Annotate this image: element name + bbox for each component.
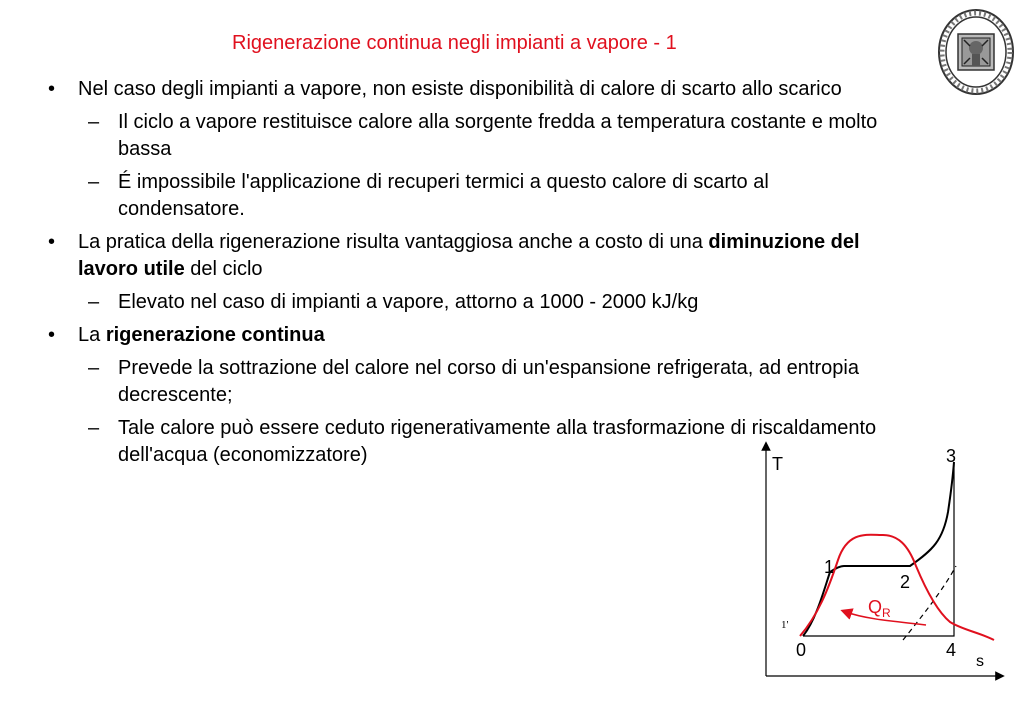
bullet-dot: • bbox=[48, 324, 56, 346]
red-dome-curve bbox=[800, 535, 994, 640]
sub-bullet-dash: – bbox=[88, 417, 100, 439]
sub-bullet-dash: – bbox=[88, 291, 100, 313]
bullet-text: Nel caso degli impianti a vapore, non esiste disponibilità di calore di scarto allo scarico bbox=[78, 78, 842, 100]
s-axis-label: s bbox=[976, 653, 984, 670]
bullet-text: La bbox=[78, 324, 101, 346]
sub-bullet-text: Tale calore può essere ceduto rigenerativamente alla trasformazione di riscaldamento dell'acqua (economizzatore) bbox=[118, 417, 877, 466]
slide-body bbox=[48, 76, 888, 475]
bullet-item bbox=[48, 76, 888, 103]
sub-bullet-text: É impossibile l'applicazione di recuperi termici a questo calore di scarto al condensatore. bbox=[118, 171, 769, 220]
sub-bullet-text: Elevato nel caso di impianti a vapore, attorno a 1000 - 2000 kJ/kg bbox=[118, 291, 699, 313]
bullet-bold-text: rigenerazione continua bbox=[105, 324, 325, 346]
point-label-4: 4 bbox=[946, 640, 957, 660]
dashed-expansion-line bbox=[903, 566, 956, 640]
sub-bullet-item bbox=[48, 289, 888, 316]
point-label-3: 3 bbox=[946, 446, 957, 466]
university-seal-logo bbox=[936, 6, 1016, 98]
sub-bullet-dash: – bbox=[88, 357, 100, 379]
t-axis-label: T bbox=[772, 454, 783, 474]
bullet-dot: • bbox=[48, 231, 56, 253]
bullet-text-after: del ciclo bbox=[190, 258, 263, 280]
sub-bullet-text: Prevede la sottrazione del calore nel corso di un'espansione refrigerata, ad entropia decrescente; bbox=[118, 357, 859, 406]
ts-diagram bbox=[758, 440, 1008, 690]
sub-bullet-item bbox=[48, 109, 888, 163]
sub-bullet-item bbox=[48, 169, 888, 223]
bullet-item bbox=[48, 229, 888, 283]
point-label-1-prime: 1' bbox=[781, 619, 789, 631]
sub-bullet-dash: – bbox=[88, 171, 100, 193]
bullet-text: La pratica della rigenerazione risulta vantaggiosa anche a costo di una bbox=[78, 231, 703, 253]
point-label-1: 1 bbox=[824, 557, 835, 577]
bullet-bold-text: diminuzione del lavoro utile bbox=[78, 231, 860, 280]
bullet-item bbox=[48, 322, 888, 349]
heat-label: $Q_R$ bbox=[868, 597, 891, 620]
point-label-2: 2 bbox=[900, 572, 911, 592]
sub-bullet-item bbox=[48, 355, 888, 409]
bullet-dot: • bbox=[48, 78, 56, 100]
sub-bullet-dash: – bbox=[88, 111, 100, 133]
point-label-0: 0 bbox=[796, 640, 807, 660]
sub-bullet-text: Il ciclo a vapore restituisce calore alla sorgente fredda a temperatura costante e molto bassa bbox=[118, 111, 878, 160]
slide-title: Rigenerazione continua negli impianti a vapore - 1 bbox=[232, 32, 677, 54]
